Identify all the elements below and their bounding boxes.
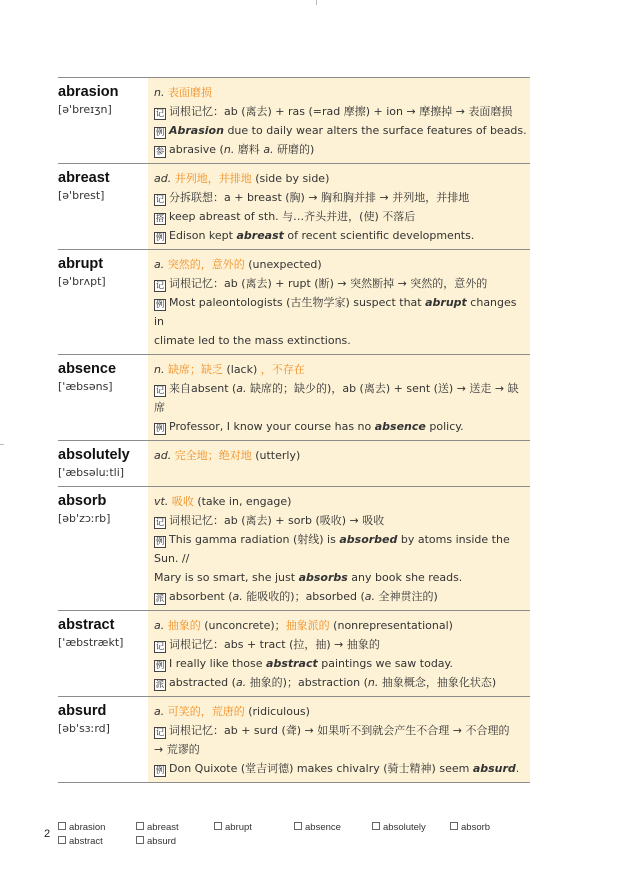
checkbox-icon[interactable] [214,822,222,830]
entry-abreast [58,164,530,250]
example-keyword: abstract [266,657,318,670]
entry-absorb [58,487,530,611]
headword-cell [58,78,148,163]
text-segment: paintings we saw today. [317,657,453,670]
text-segment: by atoms inside the Sun. // [154,533,510,565]
text-segment: 能吸收的)；absorbed ( [242,590,365,603]
phonetic: [ə'brʌpt] [58,275,106,288]
definition-line [154,140,527,159]
text-segment: policy. [425,420,464,433]
definition-line [154,121,527,140]
top-crop-mark [316,0,317,5]
headword: abrasion [58,84,119,100]
part-of-speech: ad. [154,449,175,462]
headword-cell [58,441,148,486]
chinese-definition: 吸收 [171,495,194,508]
headword: abreast [58,170,110,186]
text-segment: 抽象概念，抽象化状态) [378,676,497,689]
text-segment: abrasive ( [169,143,224,156]
text-segment: keep abreast of sth. 与…齐头并进，(使) 不落后 [169,210,416,223]
checklist-label: abrupt [225,822,252,833]
part-of-speech: a. [364,590,376,603]
text-segment: of recent scientific developments. [283,229,475,242]
text-segment: (nonrepresentational) [329,619,453,632]
checkbox-icon[interactable] [372,822,380,830]
text-segment: Edison kept [169,229,237,242]
definition-line [154,492,527,511]
text-segment: any book she reads. [347,571,463,584]
side-crop-mark [0,444,4,445]
checklist-label: abstract [69,836,103,847]
headword: absurd [58,703,107,719]
definition-line [154,102,527,121]
headword: abrupt [58,256,104,272]
definition-line [154,379,527,417]
page-number: 2 [44,828,51,840]
definition-line [154,331,527,350]
label-tag-icon: 搭 [155,214,165,224]
part-of-speech: vt. [154,495,172,508]
text-segment: changes in [154,296,517,328]
definition-cell [148,78,530,163]
label-tag-icon: 例 [155,537,165,547]
headword: absence [58,361,117,377]
label-tag-icon: 例 [155,424,165,434]
headword: absorb [58,493,107,509]
definition-line [154,255,527,274]
text-segment: . [515,762,520,775]
part-of-speech: a. [154,619,168,632]
label-tag-icon: 例 [155,300,165,310]
definition-line [154,417,527,436]
checkbox-icon[interactable] [58,822,66,830]
text-segment: Most paleontologists (古生物学家) suspect that [169,296,426,309]
text-segment: 抽象的)；abstraction ( [246,676,368,689]
definition-line [154,587,527,606]
text-segment: climate led to the mass extinctions. [154,334,351,347]
checklist-label: abreast [147,822,179,833]
example-keyword: absorbed [339,533,398,546]
definition-line [154,360,527,379]
example-keyword: abrupt [425,296,467,309]
label-tag-icon: 记 [155,109,165,119]
entry-abrupt [58,250,530,355]
definition-line [154,635,527,654]
checklist-label: absurd [147,836,177,847]
text-segment: 磨料 [234,143,264,156]
label-tag-icon: 记 [155,728,165,738]
label-tag-icon: 派 [155,594,165,604]
text-segment: I really like those [169,657,267,670]
entry-absence [58,355,530,441]
checklist-item[interactable] [136,822,179,833]
definition-line [154,226,527,245]
label-tag-icon: 记 [155,642,165,652]
checklist-item[interactable] [214,822,252,833]
definition-line [154,721,527,740]
text-segment: (utterly) [251,449,301,462]
checklist-label: absolutely [383,822,426,833]
chinese-definition: 并列地，并排地 [174,172,252,185]
definition-line [154,702,527,721]
text-segment: Don Quixote (堂吉诃德) makes chivalry (骑士精神) seem [169,762,473,775]
text-segment: (unexpected) [244,258,322,271]
text-segment: due to daily wear alters the surface features of beads. [223,124,527,137]
entry-abstract [58,611,530,697]
definition-line [154,654,527,673]
part-of-speech: n. [223,143,235,156]
chinese-definition: 抽象派的 [285,619,330,632]
entry-abrasion [58,78,530,164]
part-of-speech: a. [263,143,274,156]
checkbox-icon[interactable] [450,822,458,830]
example-keyword: absence [374,420,426,433]
part-of-speech: a. [154,705,168,718]
text-segment: 词根记忆：ab (离去) + ras (=rad 摩擦) + ion → 摩擦掉 → 表面磨损 [169,105,513,118]
headword: abstract [58,617,115,633]
vocabulary-table [58,77,530,783]
phonetic: [əb'zɔːrb] [58,512,111,525]
part-of-speech: ad. [154,172,175,185]
label-tag-icon: 例 [155,766,165,776]
part-of-speech: n. [154,363,168,376]
chinese-definition: 突然的，意外的 [167,258,245,271]
text-segment: 分拆联想：a + breast (胸) → 胸和胸并排 → 并列地，并排地 [169,191,470,204]
text-segment: 词根记忆：abs + tract (拉，抽) → 抽象的 [169,638,380,651]
example-keyword: abreast [236,229,284,242]
checklist-item[interactable] [58,822,105,833]
checklist-item[interactable] [450,822,490,833]
example-keyword: absorbs [298,571,348,584]
headword-cell [58,697,148,782]
checklist-item[interactable] [136,836,176,847]
headword-cell [58,611,148,696]
text-segment: 全神贯注的) [375,590,438,603]
part-of-speech: n. [367,676,379,689]
definition-cell [148,164,530,249]
chinese-definition: 缺席；缺乏 [167,363,223,376]
checkbox-icon[interactable] [58,836,66,844]
definition-line [154,511,527,530]
text-segment: (lack) [222,363,261,376]
definition-line [154,530,527,568]
checklist-item[interactable] [294,822,341,833]
chinese-definition: ，不存在 [260,363,305,376]
definition-line [154,293,527,331]
label-tag-icon: 例 [155,233,165,243]
part-of-speech: a. [154,258,168,271]
text-segment: 词根记忆：ab (离去) + sorb (吸收) → 吸收 [169,514,385,527]
label-tag-icon: 例 [155,128,165,138]
definition-cell [148,441,530,486]
definition-cell [148,611,530,696]
definition-line [154,616,527,635]
phonetic: [ə'breɪʒn] [58,103,112,116]
phonetic: [ə'brest] [58,189,105,202]
checkbox-icon[interactable] [136,822,144,830]
definition-line [154,740,527,759]
checklist-label: absorb [461,822,491,833]
definition-line [154,274,527,293]
definition-line [154,446,527,465]
phonetic: ['æbsəns] [58,380,113,393]
label-tag-icon: 记 [155,281,165,291]
definition-line [154,568,527,587]
part-of-speech: a. [235,676,247,689]
definition-cell [148,250,530,354]
definition-line [154,759,527,778]
phonetic: ['æbstrækt] [58,636,124,649]
text-segment: (unconcrete)； [200,619,286,632]
label-tag-icon: 记 [155,386,165,396]
definition-cell [148,355,530,440]
headword-cell [58,164,148,249]
checklist-item[interactable] [372,822,426,833]
example-keyword: absurd [472,762,516,775]
checklist-item[interactable] [58,836,103,847]
phonetic: [əb'sɜːrd] [58,722,110,735]
chinese-definition: 抽象的 [167,619,201,632]
text-segment: → 荒谬的 [154,743,200,756]
label-tag-icon: 例 [155,661,165,671]
chinese-definition: 可笑的，荒唐的 [167,705,245,718]
label-tag-icon: 记 [155,518,165,528]
text-segment: Professor, I know your course has no [169,420,375,433]
checklist-label: absence [305,822,341,833]
entry-absolutely [58,441,530,487]
checkbox-icon[interactable] [136,836,144,844]
text-segment: 词根记忆：ab (离去) + rupt (断) → 突然断掉 → 突然的，意外的 [169,277,488,290]
part-of-speech: n. [154,86,168,99]
text-segment: 缺席的；缺少的)，ab (离去) + sent (送) → 送走 → 缺席 [154,382,519,414]
definition-line [154,83,527,102]
definition-line [154,207,527,226]
text-segment: 研磨的) [273,143,315,156]
text-segment: This gamma radiation (射线) is [169,533,340,546]
chinese-definition: 完全地；绝对地 [174,449,252,462]
headword-cell [58,250,148,354]
text-segment: (take in, engage) [193,495,292,508]
text-segment: (side by side) [251,172,330,185]
example-keyword: Abrasion [169,124,224,137]
text-segment: absorbent ( [169,590,233,603]
headword-cell [58,355,148,440]
checkbox-icon[interactable] [294,822,302,830]
text-segment: 词根记忆：ab + surd (聋) → 如果听不到就会产生不合理 → 不合理的 [169,724,510,737]
definition-cell [148,487,530,610]
chinese-definition: 表面磨损 [167,86,212,99]
headword: absolutely [58,447,130,463]
part-of-speech: a. [232,590,243,603]
text-segment: (ridiculous) [244,705,310,718]
definition-line [154,188,527,207]
label-tag-icon: 参 [155,147,165,157]
entry-absurd [58,697,530,783]
label-tag-icon: 记 [155,195,165,205]
part-of-speech: a. [236,382,247,395]
text-segment: abstracted ( [169,676,236,689]
checklist-label: abrasion [69,822,106,833]
definition-cell [148,697,530,782]
text-segment: 来自absent ( [169,382,237,395]
label-tag-icon: 派 [155,680,165,690]
definition-line [154,169,527,188]
text-segment: Mary is so smart, she just [154,571,299,584]
definition-line [154,673,527,692]
headword-cell [58,487,148,610]
phonetic: ['æbsəluːtli] [58,466,125,479]
